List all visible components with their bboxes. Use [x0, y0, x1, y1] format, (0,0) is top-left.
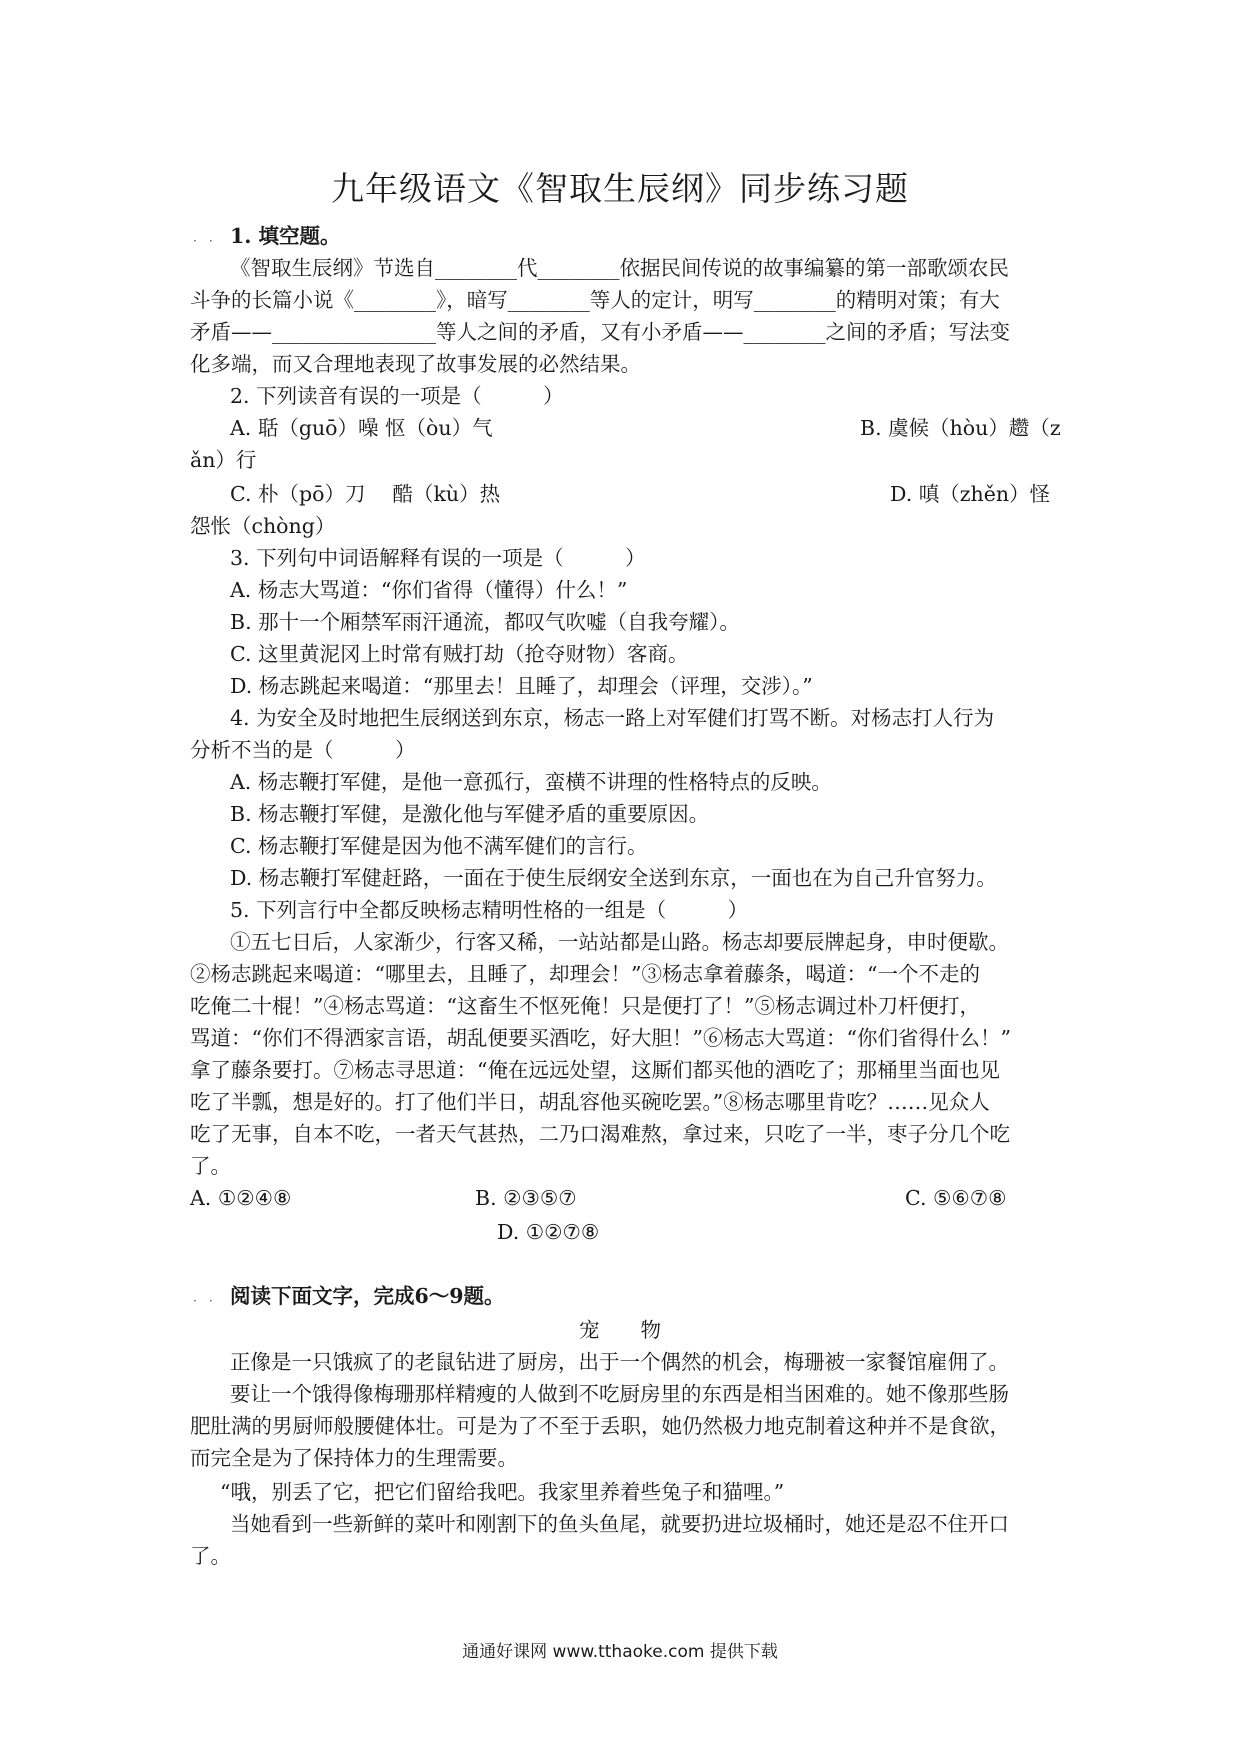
paragraph-line: 骂道：“你们不得洒家言语，胡乱便要买酒吃，好大胆！”⑥杨志大骂道：“你们省得什么！” [190, 1026, 1011, 1050]
paragraph-line: ②杨志跳起来喝道：“哪里去，且睡了，却理会！”③杨志拿着藤条，喝道：“一个不走的 [190, 962, 980, 986]
option-d: D. ①②⑦⑧ [497, 1220, 600, 1244]
option-d-continued: 怨怅（chòng） [190, 514, 336, 538]
paragraph-line: 了。 [190, 1154, 231, 1178]
question-stem-continued: 分析不当的是（ ） [190, 738, 416, 762]
paragraph-line: ①五七日后，人家渐少，行客又稀，一站站都是山路。杨志却要辰牌起身，申时便歇。 [230, 930, 1009, 954]
paragraph-line: 矛盾——________________等人之间的矛盾，又有小矛盾——________之间的矛盾；写法变 [190, 320, 1010, 344]
paragraph-line: 吃了无事，自本不吃，一者天气甚热，二乃口渴难熬，拿过来，只吃了一半，枣子分几个吃 [190, 1122, 1010, 1146]
bullet-marker: · · [193, 1294, 213, 1308]
passage-line: 要让一个饿得像梅珊那样精瘦的人做到不吃厨房里的东西是相当困难的。她不像那些肠 [230, 1382, 1009, 1406]
passage-title: 宠 物 [579, 1318, 661, 1342]
option-d: D. 杨志鞭打军健赶路，一面在于使生辰纲安全送到东京，一面也在为自己升官努力。 [230, 866, 997, 890]
option-c: C. 朴（pō）刀 酷（kù）热 [230, 482, 501, 506]
option-b: B. 那十一个厢禁军雨汗通流，都叹气吹嘘（自我夸耀）。 [230, 610, 740, 634]
option-d: D. 杨志跳起来喝道：“那里去！且睡了，却理会（评理，交涉）。” [230, 674, 813, 698]
option-b: B. 杨志鞭打军健，是激化他与军健矛盾的重要原因。 [230, 802, 710, 826]
bullet-marker: · · [193, 234, 213, 248]
option-d: D. 嗔（zhěn）怪 [890, 482, 1051, 506]
page-footer: 通通好课网 www.tthaoke.com 提供下载 [462, 1642, 778, 1662]
reading-heading: 阅读下面文字，完成6～9题。 [230, 1284, 505, 1308]
passage-line: 正像是一只饿疯了的老鼠钻进了厨房，出于一个偶然的机会，梅珊被一家餐馆雇佣了。 [230, 1350, 1009, 1374]
page-title: 九年级语文《智取生辰纲》同步练习题 [331, 169, 909, 208]
option-c: C. ⑤⑥⑦⑧ [905, 1186, 1007, 1210]
question-stem: 5. 下列言行中全都反映杨志精明性格的一组是（ ） [230, 898, 749, 922]
option-c: C. 这里黄泥冈上时常有贼打劫（抢夺财物）客商。 [230, 642, 689, 666]
option-a: A. 杨志鞭打军健，是他一意孤行，蛮横不讲理的性格特点的反映。 [230, 770, 832, 794]
passage-line: 当她看到一些新鲜的菜叶和刚割下的鱼头鱼尾，就要扔进垃圾桶时，她还是忍不住开口 [230, 1512, 1009, 1536]
option-a: A. 杨志大骂道：“你们省得（懂得）什么！” [230, 578, 628, 602]
paragraph-line: 斗争的长篇小说《________》，暗写________等人的定计，明写________的精明对策；有大 [190, 288, 1000, 312]
question-stem: 2. 下列读音有误的一项是（ ） [230, 384, 564, 408]
paragraph-line: 吃俺二十棍！”④杨志骂道：“这畜生不怄死俺！只是便打了！”⑤杨志调过朴刀杆便打， [190, 994, 980, 1018]
passage-line: “哦，别丢了它，把它们留给我吧。我家里养着些兔子和猫哩。” [220, 1480, 785, 1504]
question-stem: 3. 下列句中词语解释有误的一项是（ ） [230, 546, 646, 570]
option-b: B. 虞候（hòu）趱（z [860, 416, 1061, 440]
passage-line: 而完全是为了保持体力的生理需要。 [190, 1446, 518, 1470]
paragraph-line: 吃了半瓢，想是好的。打了他们半日，胡乱容他买碗吃罢。”⑧杨志哪里肯吃？……见众人 [190, 1090, 990, 1114]
paragraph-line: 拿了藤条要打。⑦杨志寻思道：“俺在远远处望，这厮们都买他的酒吃了；那桶里当面也见 [190, 1058, 1000, 1082]
passage-line: 肥肚满的男厨师般腰健体壮。可是为了不至于丢职，她仍然极力地克制着这种并不是食欲， [190, 1414, 1010, 1438]
option-a: A. ①②④⑧ [190, 1186, 292, 1210]
option-a: A. 聒（guō）噪 怄（òu）气 [230, 416, 493, 440]
section-heading: 1. 填空题。 [230, 224, 341, 248]
option-b: B. ②③⑤⑦ [475, 1186, 577, 1210]
passage-line: 了。 [190, 1544, 231, 1568]
option-b-continued: ǎn）行 [190, 448, 257, 472]
question-stem: 4. 为安全及时地把生辰纲送到东京，杨志一路上对军健们打骂不断。对杨志打人行为 [230, 706, 995, 730]
paragraph-line: 化多端，而又合理地表现了故事发展的必然结果。 [190, 352, 641, 376]
option-c: C. 杨志鞭打军健是因为他不满军健们的言行。 [230, 834, 648, 858]
paragraph-line: 《智取生辰纲》节选自________代________依据民间传说的故事编纂的第一部歌颂农民 [230, 256, 1009, 280]
